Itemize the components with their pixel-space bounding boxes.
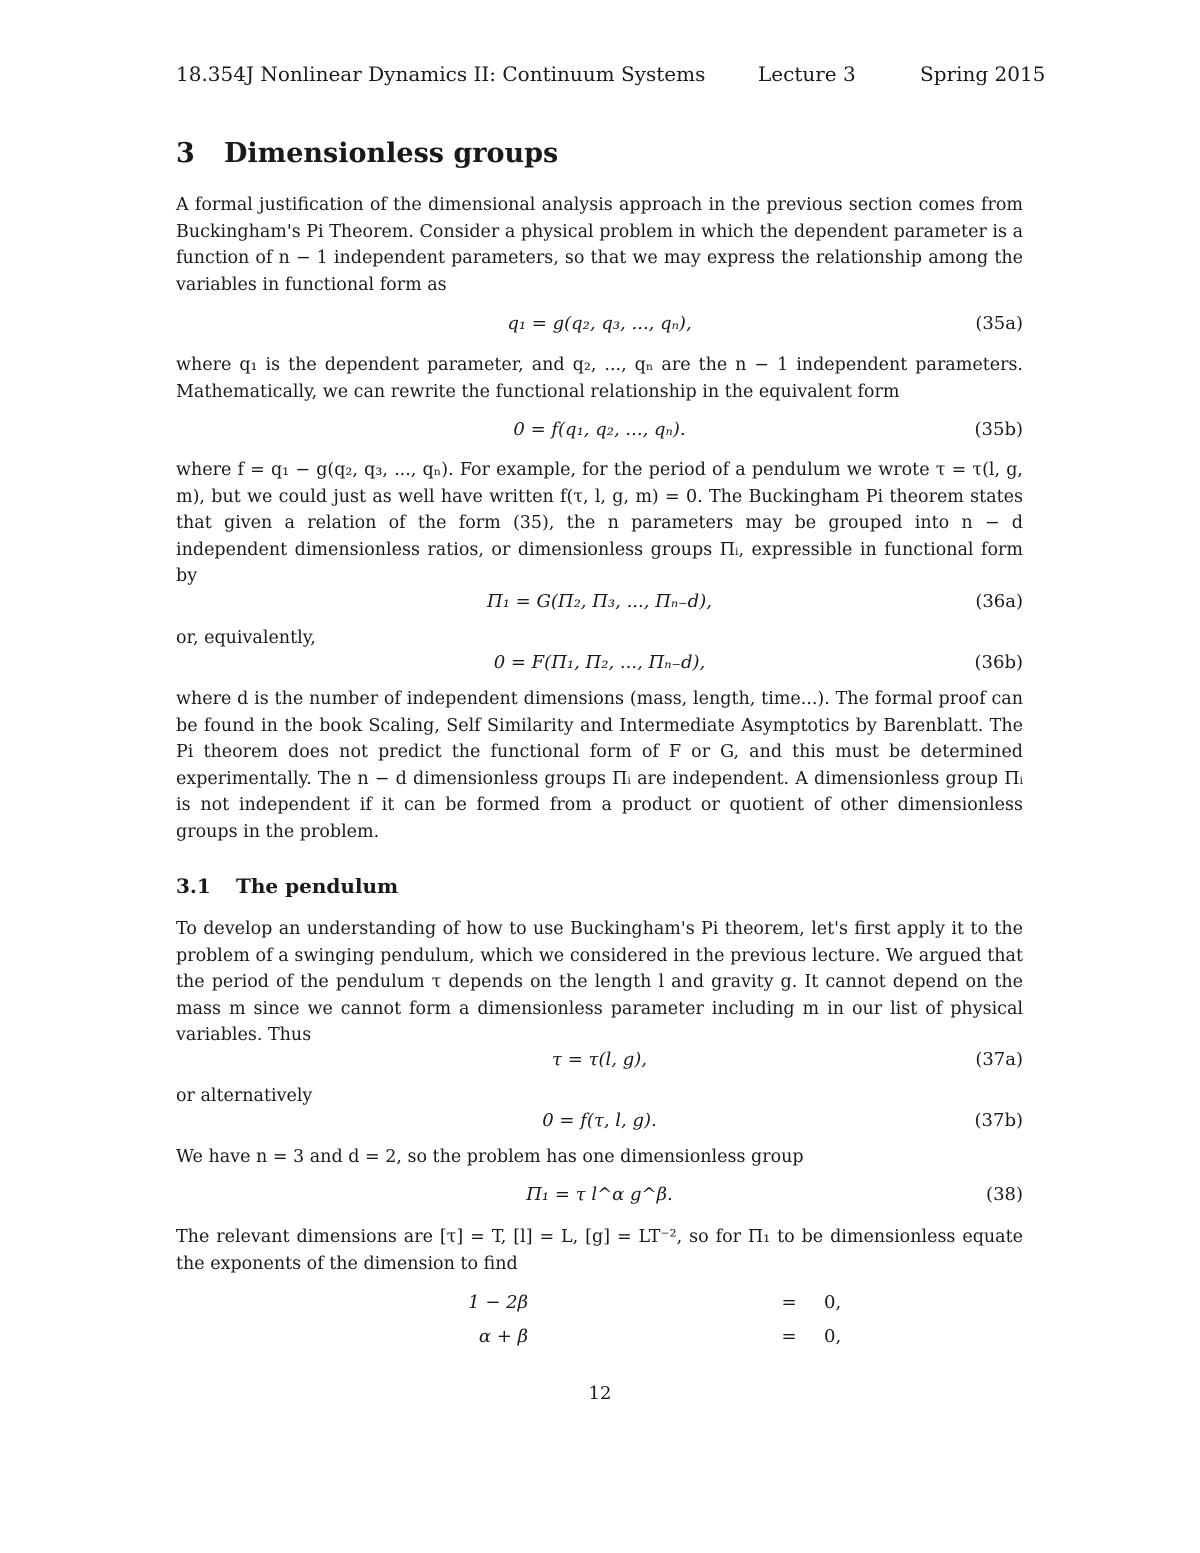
section-heading xyxy=(176,138,558,169)
equation-35a-expr: q₁ = g(q₂, q₃, ..., qₙ), xyxy=(507,313,692,334)
exponent-equation-lhs: 1 − 2β xyxy=(468,1292,528,1313)
subsection-number: 3.1 xyxy=(176,874,211,898)
equation-36b-tag: (36b) xyxy=(974,652,1023,673)
equation-38-expr: Π₁ = τ l^α g^β. xyxy=(526,1184,673,1205)
exponent-equation-rhs: 0, xyxy=(824,1292,842,1313)
subsection-title: The pendulum xyxy=(236,874,399,898)
equation-36b xyxy=(176,652,1023,678)
section-title: Dimensionless groups xyxy=(224,138,559,169)
paragraph-one-group: We have n = 3 and d = 2, so the problem has one dimensionless group xyxy=(176,1147,804,1167)
exponent-equation-equals: = xyxy=(781,1326,797,1347)
equation-36a xyxy=(176,591,1023,617)
equation-37a xyxy=(176,1049,1023,1075)
paragraph-intro: A formal justification of the dimensional analysis approach in the previous section comes from Buckingham's Pi Theorem. Consider a physical problem in which the dependent parameter is a function of n − 1 independent parameters, so that we may express the relationship among the variables in functional form as xyxy=(176,195,1023,295)
equation-35b-tag: (35b) xyxy=(974,419,1023,440)
equation-36b-expr: 0 = F(Π₁, Π₂, ..., Πₙ₋d), xyxy=(493,652,706,673)
paragraph-relevant-dimensions: The relevant dimensions are [τ] = T, [l] = L, [g] = LT⁻², so for Π₁ to be dimensionless equate the exponents of the dimension to find xyxy=(176,1227,1023,1274)
running-header-course: 18.354J Nonlinear Dynamics II: Continuum Systems xyxy=(176,62,706,86)
equation-36a-tag: (36a) xyxy=(975,591,1023,612)
page-number: 12 xyxy=(588,1383,612,1404)
paragraph-alternatively: or alternatively xyxy=(176,1086,313,1106)
equation-37b-tag: (37b) xyxy=(974,1110,1023,1131)
equation-37b-expr: 0 = f(τ, l, g). xyxy=(542,1110,657,1131)
running-header-lecture: Lecture 3 xyxy=(758,62,856,86)
equation-37a-tag: (37a) xyxy=(975,1049,1023,1070)
paragraph-dependent-parameter: where q₁ is the dependent parameter, and q₂, ..., qₙ are the n − 1 independent parameters. Mathematically, we can rewrite the functional relationship in the equivalent form xyxy=(176,355,1023,402)
equation-37b xyxy=(176,1110,1023,1136)
equation-35b xyxy=(176,419,1023,445)
equation-36a-expr: Π₁ = G(Π₂, Π₃, ..., Πₙ₋d), xyxy=(487,591,712,612)
equation-38 xyxy=(176,1184,1023,1210)
exponent-equation-equals: = xyxy=(781,1292,797,1313)
paragraph-equivalently: or, equivalently, xyxy=(176,628,316,648)
running-header-term: Spring 2015 xyxy=(920,62,1046,86)
paragraph-pi-theorem: where f = q₁ − g(q₂, q₃, ..., qₙ). For example, for the period of a pendulum we wrote τ = τ(l, g, m), but we could just as well have written f(τ, l, g, m) = 0. The Buckingham Pi theorem states that given a relation of the form (35), the n parameters may be grouped into n − d independent dimensionless ratios, or dimensionless groups Πᵢ, expressible in functional form by xyxy=(176,460,1023,586)
equation-37a-expr: τ = τ(l, g), xyxy=(552,1049,647,1070)
paragraph-dimensions: where d is the number of independent dimensions (mass, length, time...). The formal proof can be found in the book Scaling, Self Similarity and Intermediate Asymptotics by Barenblatt. The Pi theorem does not predict the functional form of F or G, and this must be determined experimentally. The n − d dimensionless groups Πᵢ are independent. A dimensionless group Πᵢ is not independent if it can be formed from a product or quotient of other dimensionless groups in the problem. xyxy=(176,689,1023,842)
paragraph-pendulum: To develop an understanding of how to use Buckingham's Pi theorem, let's first apply it to the problem of a swinging pendulum, which we considered in the previous lecture. We argued that the period of the pendulum τ depends on the length l and gravity g. It cannot depend on the mass m since we cannot form a dimensionless parameter including m in our list of physical variables. Thus xyxy=(176,919,1023,1045)
equation-35b-expr: 0 = f(q₁, q₂, ..., qₙ). xyxy=(513,419,686,440)
subsection-heading xyxy=(176,874,398,898)
exponent-equation-lhs: α + β xyxy=(478,1326,528,1347)
exponent-equation-rhs: 0, xyxy=(824,1326,842,1347)
equation-38-tag: (38) xyxy=(986,1184,1023,1205)
equation-35a xyxy=(176,313,1023,339)
section-number: 3 xyxy=(176,138,195,169)
equation-35a-tag: (35a) xyxy=(975,313,1023,334)
